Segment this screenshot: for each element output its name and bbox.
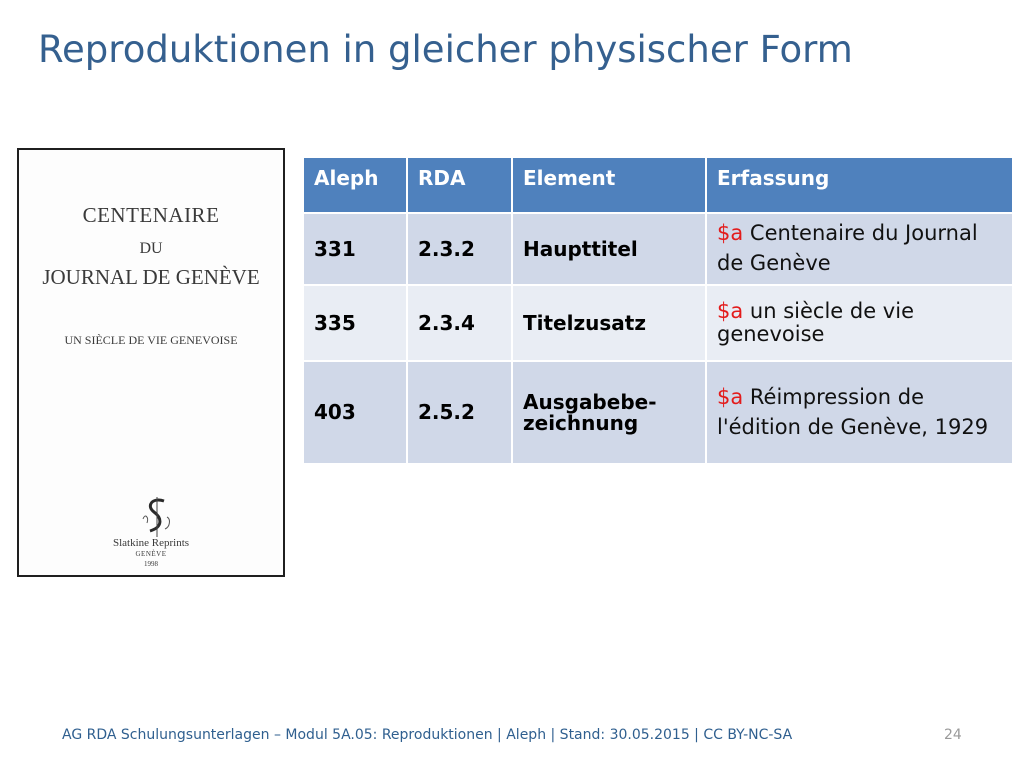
- erfassung-cell: [706, 361, 1013, 464]
- table-row: [303, 285, 1013, 361]
- book-cover-image: [17, 148, 285, 577]
- column-header-erfassung: Erfassung: [706, 157, 1013, 213]
- cover-subtitle: UN SIÈCLE DE VIE GENEVOISE: [64, 333, 238, 347]
- table-header-row: [303, 157, 1013, 213]
- cover-publisher: Slatkine Reprints: [112, 537, 190, 549]
- subfield-code: $a: [717, 298, 744, 323]
- slatkine-s-emblem-icon: [137, 495, 177, 539]
- footer-text: AG RDA Schulungsunterlagen – Modul 5A.05: Reproduktionen | Aleph | Stand: 30.05.2015 | CC BY-NC-SA: [62, 727, 793, 743]
- aleph-field-cell: 331: [303, 213, 407, 285]
- column-header-element: Element: [512, 157, 706, 213]
- rda-rule-cell: 2.3.4: [407, 285, 512, 361]
- cover-city: GENÈVE: [135, 550, 167, 558]
- cover-title-line-2: DU: [139, 240, 163, 257]
- column-header-rda: RDA: [407, 157, 512, 213]
- element-cell: Ausgabebe-zeichnung: [512, 361, 706, 464]
- aleph-field-cell: 335: [303, 285, 407, 361]
- erfassung-value: un siècle de vie genevoise: [717, 298, 914, 346]
- subfield-code: $a: [717, 384, 744, 409]
- rda-rule-cell: 2.5.2: [407, 361, 512, 464]
- page-number: 24: [944, 727, 962, 743]
- element-cell: Haupttitel: [512, 213, 706, 285]
- slide-title: Reproduktionen in gleicher physischer Form: [38, 28, 853, 71]
- cover-year: 1998: [144, 560, 158, 568]
- erfassung-cell: [706, 285, 1013, 361]
- erfassung-cell: [706, 213, 1013, 285]
- subfield-code: $a: [717, 221, 744, 246]
- table-row: [303, 361, 1013, 464]
- table-row: [303, 213, 1013, 285]
- aleph-field-cell: 403: [303, 361, 407, 464]
- rda-rule-cell: 2.3.2: [407, 213, 512, 285]
- erfassung-value: Centenaire du Journal de Genève: [717, 221, 978, 275]
- cataloguing-table: [302, 156, 1014, 465]
- element-cell: Titelzusatz: [512, 285, 706, 361]
- erfassung-value: Réimpression de l'édition de Genève, 1929: [717, 384, 989, 439]
- column-header-aleph: Aleph: [303, 157, 407, 213]
- cover-title-line-1: CENTENAIRE: [82, 203, 220, 227]
- cover-title-line-3: JOURNAL DE GENÈVE: [42, 265, 260, 289]
